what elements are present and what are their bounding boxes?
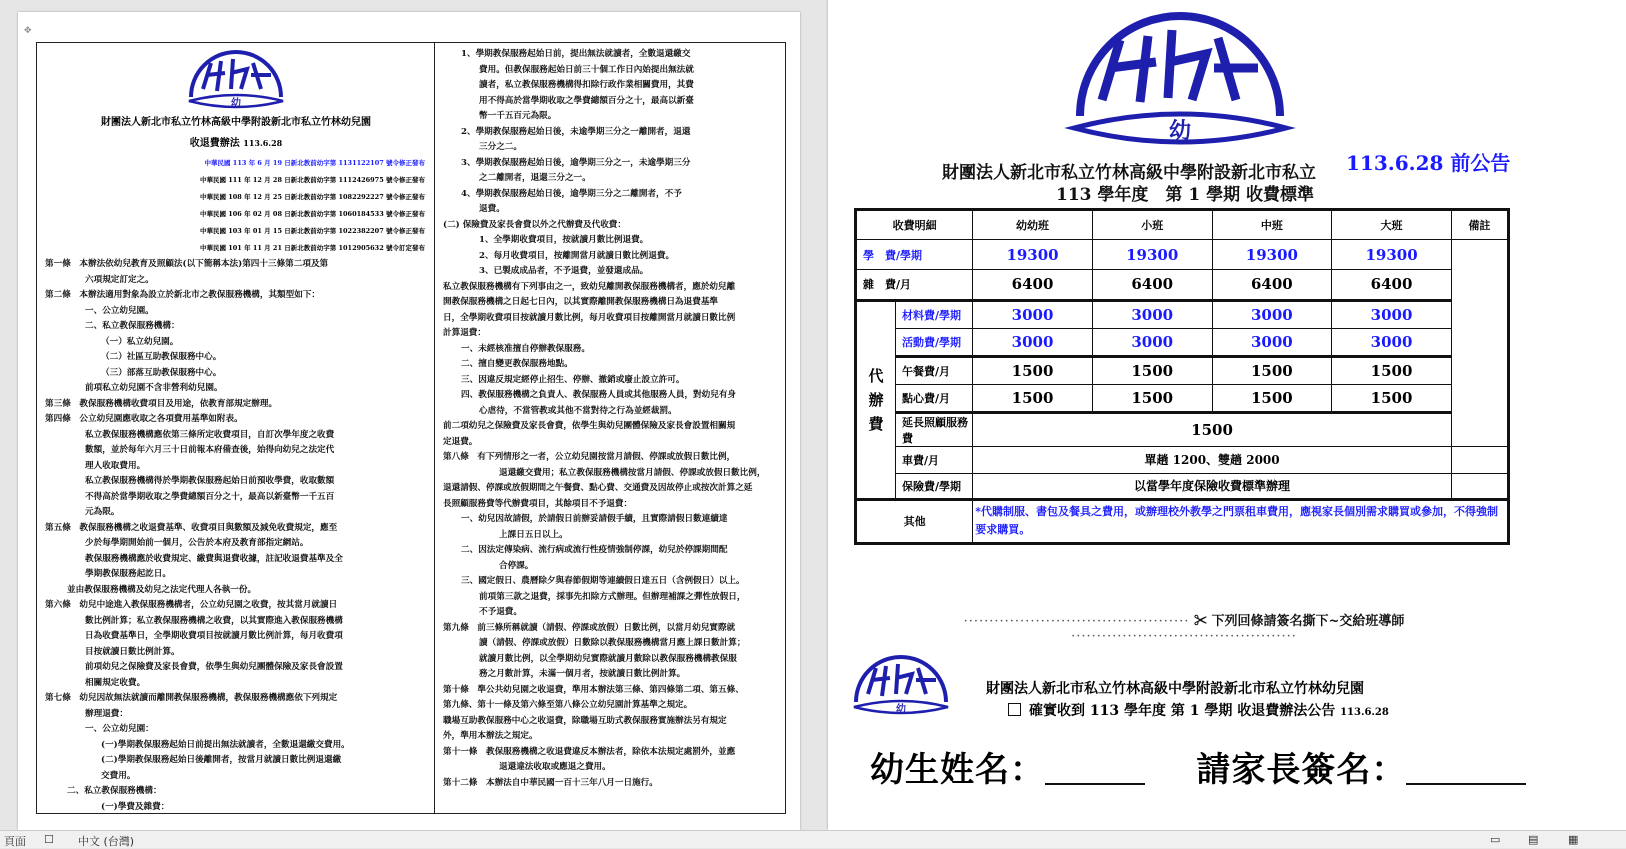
- history-line: 中華民國 113 年 6 月 19 日新北教前幼字第 1131122107 號令修正發布: [204, 159, 425, 167]
- scissors-icon: ✂: [1193, 614, 1207, 629]
- history-line: 中華民國 108 年 12 月 25 日新北教前幼字第 1082292227 號令修正發布: [200, 193, 425, 201]
- fee-value: 1500: [1092, 384, 1212, 412]
- article-line: 第十二條 本辦法自中華民國一百十三年八月一日施行。: [443, 777, 658, 788]
- article-line: 外，準用本辦法之規定。: [443, 731, 538, 741]
- svg-text:幼: 幼: [1168, 118, 1192, 144]
- article-line: 上課日五日以上。: [499, 529, 568, 540]
- article-line: 不予退費。: [479, 607, 522, 617]
- row-label: 延長照顧服務費: [896, 413, 973, 447]
- fee-value: 1500: [1332, 356, 1452, 384]
- header-cell: 大班: [1332, 210, 1452, 240]
- article-line: 退還繳交費用；私立教保服務機構按當月請假、停課或放假日數比例，: [499, 467, 766, 478]
- article-line: 一、未經核准擅自停辦教保服務。: [461, 343, 590, 354]
- cut-line: [854, 610, 1514, 644]
- row-label: 午餐費/月: [896, 356, 973, 384]
- article-line: 二、因法定傳染病、流行病或流行性疫情強制停課，幼兒於停課期間配: [461, 545, 728, 555]
- row-label: 材料費/學期: [896, 300, 973, 328]
- header-cell: 備註: [1451, 210, 1508, 240]
- fee-value: 3000: [1092, 300, 1212, 328]
- article-line: (二) 保險費及家長會費以外之代辦費及代收費：: [443, 219, 626, 230]
- article-line: 開教保服務機構之日起七日內，以其實際離開教保服務機構日為退費基準: [443, 297, 719, 307]
- doc-title: 收退費辦法 113.6.28: [189, 138, 283, 149]
- article-line: 少於每學期開始前一個月，公告於本府及教育部指定網站。: [85, 538, 309, 548]
- article-line: 二、擅自變更教保服務地點。: [461, 359, 573, 369]
- table-row: [856, 499, 1509, 543]
- signature-line: [870, 742, 1526, 791]
- article-line: （二）社區互助教保服務中心。: [101, 352, 222, 362]
- article-line: （三）部落互助教保服務中心。: [101, 367, 222, 378]
- fee-school-title: 財團法人新北市私立竹林高級中學附設新北市私立: [942, 163, 1316, 183]
- dotted-line: ············································: [1071, 629, 1297, 644]
- article-line: 不得高於當學期收取之學費總額百分之十，最高以新臺幣一千五百: [85, 491, 335, 502]
- fee-table-header: [856, 210, 1509, 240]
- slip-confirm-line: 確實收到 113 學年度 第 1 學期 收退費辦法公告 113.6.28: [1008, 700, 1389, 720]
- article-line: 第二條 本辦法適用對象為設立於新北市之教保服務機構，其類型如下：: [45, 290, 321, 300]
- row-label: 保險費/學期: [896, 473, 973, 499]
- parent-sign-label: 請家長簽名：: [1196, 750, 1407, 790]
- article-line: 私立教保服務機構有下列事由之一，致幼兒離開教保服務機構者，應於幼兒離: [443, 281, 736, 292]
- table-row: [856, 447, 1509, 473]
- article-line: 2、學期教保服務起始日後，未逾學期三分之一離開者，退還: [461, 126, 691, 137]
- article-line: 心虐待，不當管教或其他不當對待之行為並經裁罰。: [479, 405, 677, 416]
- article-line: (一)學費及雜費：: [101, 801, 170, 812]
- article-line: 相關規定收費。: [85, 677, 146, 688]
- article-line: 理人收取費用。: [85, 460, 146, 471]
- article-line: 務之月數計算，未滿一個月者，按就讀日數比例計算。: [479, 669, 686, 679]
- web-layout-icon[interactable]: ▦: [1568, 833, 1579, 846]
- article-line: 定退費。: [443, 436, 478, 447]
- fee-value: 19300: [1332, 240, 1452, 270]
- row-label: 點心費/月: [896, 384, 973, 412]
- fee-value: 1500: [973, 356, 1093, 384]
- article-list-right-b: [443, 280, 781, 342]
- table-row: [856, 300, 1509, 328]
- child-name-blank[interactable]: [1045, 755, 1145, 785]
- article-line: (一)學期教保服務起始日前提出無法就讀者，全數退還繳交費用。: [101, 739, 350, 750]
- article-line: (二)學期教保服務起始日後離開者，按當月就讀日數比例退還繳: [101, 755, 342, 765]
- agency-fee-label: 代 辦 費: [856, 300, 896, 499]
- article-line: 日為收費基準日，全學期收費項目按就讀月數比例計算，每月收費項: [85, 631, 343, 641]
- article-line: 六項規定訂定之。: [85, 274, 154, 285]
- article-line: 第五條 教保服務機構之收退費基準、收費項目與數額及減免收費規定，應至: [45, 522, 338, 533]
- fee-value: 3000: [1092, 328, 1212, 356]
- fee-value: 3000: [1212, 300, 1332, 328]
- article-line: 計算退費：: [443, 328, 486, 338]
- confirm-checkbox[interactable]: [1008, 703, 1021, 716]
- article-line: 四、教保服務機構之負責人、教保服務人員或其他服務人員，對幼兒有身: [461, 390, 737, 400]
- article-line: 一、公立幼兒園：: [85, 724, 154, 734]
- article-line: 數額，並於每年六月三十日前報本府備查後，始得向幼兒之法定代: [85, 445, 335, 455]
- blue-article-lines: [443, 47, 781, 125]
- fee-value: 1500: [1212, 356, 1332, 384]
- school-logo-icon: [181, 49, 291, 111]
- other-note: *代購制服、書包及餐具之費用，或辦理校外教學之門票租車費用，應視家長個別需求購買或參加，不得強制要求購買。: [973, 499, 1509, 543]
- table-row: [856, 384, 1509, 412]
- document-page-right[interactable]: [828, 0, 1626, 830]
- fee-value: 以當學年度保險收費標準辦理: [973, 473, 1452, 499]
- table-row: [856, 270, 1509, 300]
- article-line: 二、私立教保服務機構：: [85, 321, 180, 331]
- article-line: 一、幼兒因故請假，於請假日前辦妥請假手續，且實際請假日數連續達: [461, 514, 728, 524]
- table-row: [856, 240, 1509, 270]
- slip-logo-icon: [846, 652, 956, 718]
- fee-value: 單趟 1200、雙趟 2000: [973, 447, 1452, 473]
- article-line: 教保服務機構應於收費規定、繳費與退費收據，註記收退費基準及全: [85, 553, 343, 564]
- cut-text: 下列回條請簽名撕下~交給班導師: [1211, 614, 1405, 629]
- row-label: 車費/月: [896, 447, 973, 473]
- history-line: 中華民國 103 年 01 月 15 日新北教前幼字第 1022382207 號令修正發布: [200, 227, 425, 235]
- dotted-line: ············································: [963, 614, 1190, 629]
- remark-cell: [1451, 447, 1508, 473]
- article-line: 辦理退費：: [85, 708, 128, 719]
- table-row: [856, 356, 1509, 384]
- article-line: 一、公立幼兒園。: [85, 305, 154, 316]
- article-line: 第七條 幼兒因故無法就讀而離開教保服務機構，教保服務機構應依下列規定: [45, 693, 338, 703]
- article-line: 4、學期教保服務起始日後，逾學期三分之二離開者，不予: [461, 188, 682, 199]
- announce-date: 113.6.28 前公告: [1346, 151, 1511, 175]
- article-line: 第四條 公立幼兒園應收取之各項費用基準如附表。: [45, 414, 243, 424]
- fee-value: 6400: [1332, 270, 1452, 300]
- article-line: 私立教保服務機構得於學期教保服務起始日前預收學費，收取數額: [85, 476, 335, 486]
- slip-school-title: 財團法人新北市私立竹林高級中學附設新北市私立竹林幼兒園: [986, 681, 1364, 697]
- doc-school-title: 財團法人新北市私立竹林高級中學附設新北市私立竹林幼兒園: [101, 117, 371, 128]
- document-page-left[interactable]: [18, 12, 800, 830]
- history-list: [45, 155, 427, 257]
- article-line: 第三條 教保服務機構收費項目及用途，依教育部規定辦理。: [45, 398, 278, 409]
- fee-value: 19300: [1212, 240, 1332, 270]
- fee-value: 6400: [973, 270, 1093, 300]
- parent-sign-blank[interactable]: [1406, 755, 1526, 785]
- article-line: 職場互助教保服務中心之收退費，除職場互助式教保服務實施辦法另有規定: [443, 715, 727, 726]
- article-line: 之二離開者，退還三分之一。: [479, 173, 591, 183]
- row-label: 雜 費/月: [856, 270, 973, 300]
- article-line: 三、因違反規定經停止招生、停辦、撤銷或廢止設立許可。: [461, 374, 685, 385]
- article-line: 合停課。: [499, 560, 534, 571]
- article-list-right-c: [443, 342, 781, 792]
- school-logo-large-icon: [1060, 10, 1300, 148]
- article-line: 元為限。: [85, 507, 120, 517]
- article-line: 讀者，私立教保服務機構得扣除行政作業相關費用，其費: [479, 80, 694, 90]
- print-layout-icon[interactable]: ▤: [1528, 833, 1539, 846]
- column-divider: [434, 43, 435, 813]
- article-list-left: [45, 257, 427, 815]
- article-line: 前二項幼兒之保險費及家長會費，依學生與幼兒團體保險及家長會設置相關規: [443, 421, 736, 431]
- read-mode-icon[interactable]: ▭: [1490, 833, 1501, 846]
- fee-value: 3000: [973, 300, 1093, 328]
- table-row: [856, 328, 1509, 356]
- article-line: 費用。但教保服務起始日前三十個工作日內始提出無法就: [479, 64, 694, 75]
- article-line: 第六條 幼兒中途進入教保服務機構者，公立幼兒園之收費，按其當月就讀日: [45, 600, 338, 610]
- status-page[interactable]: 頁面: [4, 835, 26, 848]
- remark-cell: [1451, 473, 1508, 499]
- fee-value: 1500: [1092, 356, 1212, 384]
- fee-value: 3000: [1212, 328, 1332, 356]
- article-line: 學期教保服務起訖日。: [85, 569, 171, 579]
- article-line: 退還違法收取或應退之費用。: [499, 762, 611, 772]
- fee-subtitle: 113 學年度 第 1 學期 收費標準: [1056, 185, 1314, 205]
- article-line: 三、國定假日、農曆除夕與春節假期等連續假日達五日（含例假日）以上。: [461, 576, 745, 586]
- article-line: 私立教保服務機構應依第三條所定收費項目，自訂次學年度之收費: [85, 429, 335, 440]
- fee-value: 6400: [1092, 270, 1212, 300]
- article-line: 就讀月數比例，以全學期幼兒實際就讀月數除以教保服務機構教保服: [479, 653, 737, 664]
- row-label: 活動費/學期: [896, 328, 973, 356]
- svg-text:幼: 幼: [231, 98, 241, 109]
- article-line: 用不得高於當學期收取之學費總額百分之十，最高以新臺: [479, 95, 694, 106]
- status-bar: [0, 830, 1626, 848]
- row-label: 學 費/學期: [856, 240, 973, 270]
- article-line: 3、學期教保服務起始日後，逾學期三分之一，未逾學期三分: [461, 157, 691, 168]
- header-cell: 幼幼班: [973, 210, 1093, 240]
- article-line: 第九條 前三條所稱就讀（請假、停課或放假）日數比例，以當月幼兒實際就: [443, 622, 736, 633]
- article-line: 長照顧服務費等代辦費項目，其餘項目不予退費：: [443, 498, 633, 509]
- article-line: 第九條、第十一條及第六條至第八條公立幼兒園計算基準之規定。: [443, 700, 693, 710]
- fee-value: 19300: [973, 240, 1093, 270]
- fee-value: 1500: [973, 384, 1093, 412]
- svg-text:幼: 幼: [896, 704, 906, 715]
- fee-value: 1500: [1212, 384, 1332, 412]
- article-line: 前項第三款之退費，採事先扣除方式辦理。但辦理補課之彈性放假日，: [479, 591, 746, 602]
- article-line: 三分之二。: [479, 142, 522, 152]
- article-line: （一）私立幼兒園。: [101, 336, 179, 347]
- fee-value: 3000: [973, 328, 1093, 356]
- left-column: [45, 49, 427, 815]
- history-line: 中華民國 111 年 12 月 28 日新北教前幼字第 1112426975 號令修正發布: [200, 176, 425, 184]
- proofing-icon[interactable]: ☐: [44, 833, 54, 846]
- remark-cell: [1451, 240, 1508, 447]
- child-name-label: 幼生姓名：: [870, 750, 1045, 790]
- article-line: 二、私立教保服務機構：: [67, 786, 162, 796]
- table-move-handle-icon[interactable]: ✥: [24, 26, 32, 36]
- article-line: 讀（請假、停課或放假）日數除以教保服務機構當月應上課日數計算；: [479, 638, 746, 648]
- history-line: 中華民國 101 年 11 月 21 日新北教前幼字第 1012905632 號令訂定發布: [200, 244, 425, 252]
- article-list-right-a: [443, 125, 781, 280]
- header-cell: 小班: [1092, 210, 1212, 240]
- fee-table: [854, 208, 1510, 545]
- history-line: 中華民國 106 年 02 月 08 日新北教前幼字第 1060184533 號令修正發布: [200, 210, 425, 218]
- regulation-frame: [36, 42, 786, 814]
- article-line: 退費。: [479, 204, 505, 214]
- header-cell: 收費明細: [856, 210, 973, 240]
- article-line: 幣一千五百元為限。: [479, 111, 557, 121]
- article-line: 目按就讀日數比例計算。: [85, 646, 180, 657]
- article-line: 第一條 本辦法依幼兒教育及照顧法(以下簡稱本法)第四十三條第二項及第: [45, 259, 329, 269]
- fee-value: 19300: [1092, 240, 1212, 270]
- article-line: 數比例計算；私立教保服務機構之收費，以其實際進入教保服務機構: [85, 615, 343, 626]
- fee-value: 3000: [1332, 328, 1452, 356]
- table-row: [856, 413, 1509, 447]
- fee-value: 3000: [1332, 300, 1452, 328]
- right-column: [443, 47, 781, 791]
- article-line: 並由教保服務機構及幼兒之法定代理人各執一份。: [67, 584, 257, 595]
- article-line: 前項私立幼兒園不含非營利幼兒園。: [85, 383, 223, 393]
- article-line: 前項幼兒之保險費及家長會費，依學生與幼兒團體保險及家長會設置: [85, 662, 343, 672]
- article-line: 日，全學期收費項目按就讀月數比例，每月收費項目按離開當月就讀日數比例: [443, 312, 736, 323]
- article-line: 退還請假、停課或放假期間之午餐費、點心費、交通費及因故停止或按次計算之延: [443, 483, 753, 493]
- status-language[interactable]: 中文 (台灣): [78, 835, 135, 848]
- article-line: 1、全學期收費項目，按就讀月數比例退費。: [479, 235, 649, 245]
- header-cell: 中班: [1212, 210, 1332, 240]
- fee-value: 1500: [973, 413, 1452, 447]
- article-line: 1、學期教保服務起始日前，提出無法就讀者，全數退還繳交: [461, 49, 691, 59]
- article-line: 交費用。: [101, 770, 136, 781]
- article-line: 第十條 準公共幼兒園之收退費，準用本辦法第三條、第四條第二項、第五條、: [443, 684, 744, 695]
- table-row: [856, 473, 1509, 499]
- article-line: 第十一條 教保服務機構之收退費違反本辦法者，除依本法規定處罰外，並應: [443, 746, 736, 757]
- fee-value: 1500: [1332, 384, 1452, 412]
- article-line: 2、每月收費項目，按離開當月就讀日數比例退費。: [479, 250, 675, 261]
- article-line: 3、已製成成品者，不予退費，並發還成品。: [479, 266, 649, 276]
- row-label: 其他: [856, 499, 973, 543]
- article-line: 第八條 有下列情形之一者，公立幼兒園按當月請假、停課或放假日數比例，: [443, 452, 736, 462]
- fee-value: 6400: [1212, 270, 1332, 300]
